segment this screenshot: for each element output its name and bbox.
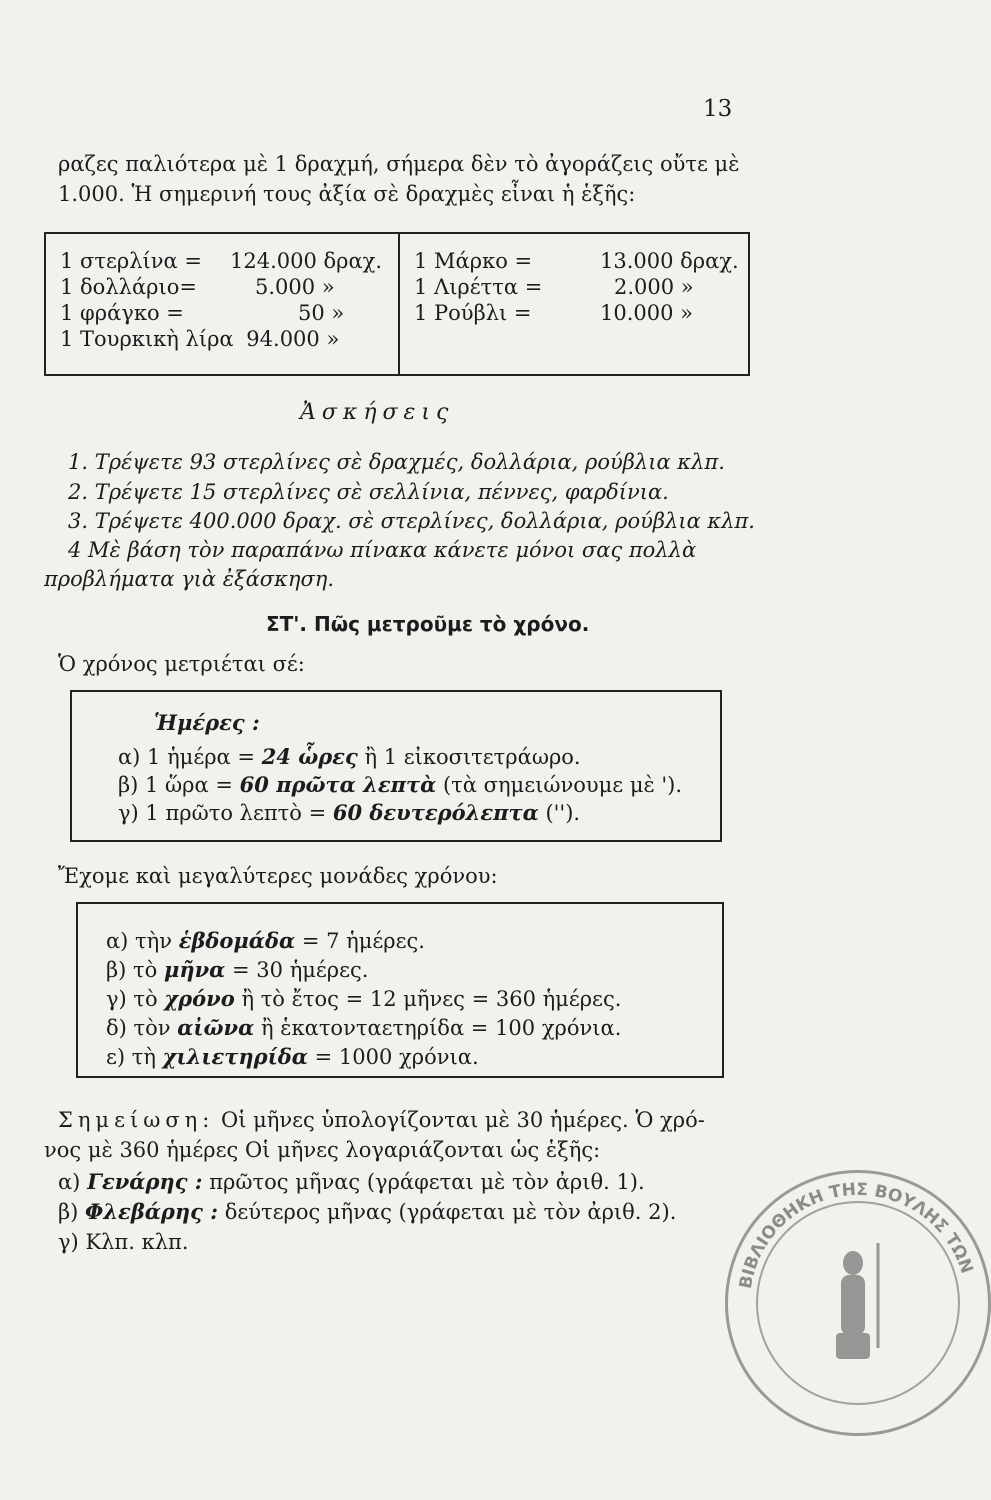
currency-name: 1 δολλάριο= bbox=[60, 275, 197, 299]
month-name: Γενάρης : bbox=[87, 1169, 203, 1194]
currency-value: 94.000 » bbox=[246, 327, 340, 351]
exercise-item: 2. Τρέψετε 15 στερλίνες σὲ σελλίνια, πέννες, φαρδίνια. bbox=[68, 480, 669, 504]
month-name: Φλεβάρης : bbox=[85, 1199, 219, 1224]
row-emphasis: αἰῶνα bbox=[177, 1015, 255, 1040]
month-item bbox=[58, 1198, 676, 1226]
row-emphasis: ἑβδομάδα bbox=[178, 928, 296, 953]
intro-line-1: ραζες παλιότερα μὲ 1 δραχμή, σήμερα δὲν τὸ ἀγοράζεις οὔτε μὲ bbox=[58, 152, 740, 176]
currency-row bbox=[60, 274, 335, 300]
section-title: ΣΤ'. Πῶς μετροῦμε τὸ χρόνο. bbox=[266, 612, 590, 636]
currency-name: 1 Ρούβλι = bbox=[414, 301, 532, 325]
section-intro: Ὁ χρόνος μετριέται σέ: bbox=[58, 652, 305, 676]
intro-line-2: 1.000. Ἡ σημερινή τους ἀξία σὲ δραχμὲς εἶναι ἡ ἑξῆς: bbox=[58, 182, 636, 206]
row-emphasis: 24 ὧρες bbox=[261, 744, 358, 769]
row-label: β) 1 ὥρα = bbox=[118, 773, 233, 797]
row-label: ε) τὴ bbox=[106, 1045, 156, 1069]
currency-row bbox=[60, 248, 383, 274]
currency-row bbox=[60, 326, 339, 352]
currency-value: 50 » bbox=[298, 301, 345, 325]
row-label: β) τὸ bbox=[106, 958, 158, 982]
stamp-graphic bbox=[728, 1173, 988, 1433]
table-divider bbox=[398, 234, 400, 374]
month-rest: Κλπ. κλπ. bbox=[85, 1230, 189, 1254]
currency-value: 2.000 » bbox=[614, 275, 694, 299]
month-label: α) bbox=[58, 1170, 81, 1194]
days-row bbox=[118, 744, 581, 770]
row-label: δ) τὸν bbox=[106, 1016, 171, 1040]
currency-value: 124.000 δραχ. bbox=[230, 249, 383, 273]
days-box bbox=[70, 690, 722, 842]
unit-row bbox=[106, 957, 368, 983]
currency-value: 10.000 » bbox=[600, 301, 694, 325]
currency-row bbox=[414, 300, 694, 326]
unit-row bbox=[106, 986, 621, 1012]
currency-name: 1 Λιρέττα = bbox=[414, 275, 543, 299]
unit-row bbox=[106, 1044, 479, 1070]
exercise-item: 1. Τρέψετε 93 στερλίνες σὲ δραχμές, δολλάρια, ρούβλια κλπ. bbox=[68, 450, 725, 474]
row-rest: ἢ ἑκατονταετηρίδα = 100 χρόνια. bbox=[260, 1016, 622, 1040]
row-rest: ἢ 1 εἰκοσιτετράωρο. bbox=[364, 745, 581, 769]
currency-name: 1 Μάρκο = bbox=[414, 249, 533, 273]
currency-name: 1 στερλίνα = bbox=[60, 249, 202, 273]
row-rest: ἢ τὸ ἔτος = 12 μῆνες = 360 ἡμέρες. bbox=[241, 987, 622, 1011]
month-rest: δεύτερος μῆνας (γράφεται μὲ τὸν ἀριθ. 2). bbox=[224, 1200, 677, 1224]
library-stamp bbox=[725, 1170, 991, 1436]
row-emphasis: χρόνο bbox=[164, 986, 235, 1011]
row-rest: (''). bbox=[545, 801, 581, 825]
bigger-units-intro: Ἔχομε καὶ μεγαλύτερες μονάδες χρόνου: bbox=[58, 864, 498, 888]
note-line-2: νος μὲ 360 ἡμέρες Οἱ μῆνες λογαριάζονται ὡς ἑξῆς: bbox=[44, 1138, 601, 1162]
currency-name: 1 φράγκο = bbox=[60, 301, 184, 325]
row-emphasis: χιλιετηρίδα bbox=[162, 1044, 308, 1069]
days-row bbox=[118, 772, 682, 798]
currency-row bbox=[414, 248, 739, 274]
row-rest: = 30 ἡμέρες. bbox=[232, 958, 369, 982]
stamp-text: ΒΙΒΛΙΟΘΗΚΗ ΤΗΣ ΒΟΥΛΗΣ ΤΩΝ bbox=[735, 1179, 977, 1291]
note-label: Σημείωση: bbox=[58, 1108, 215, 1132]
units-box bbox=[76, 902, 724, 1078]
row-rest: = 1000 χρόνια. bbox=[314, 1045, 479, 1069]
row-emphasis: 60 δευτερόλεπτα bbox=[332, 800, 539, 825]
month-rest: πρῶτος μῆνας (γράφεται μὲ τὸν ἀριθ. 1). bbox=[209, 1170, 645, 1194]
month-label: β) bbox=[58, 1200, 79, 1224]
note-line-1 bbox=[58, 1106, 705, 1134]
month-label: γ) bbox=[58, 1230, 79, 1254]
exercises-heading: Ἀσκήσεις bbox=[300, 400, 455, 425]
currency-table bbox=[44, 232, 750, 376]
row-label: α) τὴν bbox=[106, 929, 173, 953]
currency-value: 13.000 δραχ. bbox=[600, 249, 739, 273]
days-row bbox=[118, 800, 580, 826]
currency-value: 5.000 » bbox=[255, 275, 335, 299]
row-emphasis: μῆνα bbox=[163, 957, 226, 982]
row-rest: (τὰ σημειώνουμε μὲ '). bbox=[442, 773, 683, 797]
row-rest: = 7 ἡμέρες. bbox=[301, 929, 425, 953]
currency-row bbox=[60, 300, 345, 326]
exercise-item: 4 Μὲ βάση τὸν παραπάνω πίνακα κάνετε μόνοι σας πολλὰ bbox=[68, 538, 697, 562]
row-label: α) 1 ἡμέρα = bbox=[118, 745, 255, 769]
month-item bbox=[58, 1168, 645, 1196]
row-label: γ) τὸ bbox=[106, 987, 158, 1011]
days-heading: Ἡμέρες : bbox=[154, 710, 260, 735]
exercise-item: 3. Τρέψετε 400.000 δραχ. σὲ στερλίνες, δολλάρια, ρούβλια κλπ. bbox=[68, 509, 755, 533]
row-label: γ) 1 πρῶτο λεπτὸ = bbox=[118, 801, 327, 825]
month-item bbox=[58, 1228, 189, 1256]
unit-row bbox=[106, 928, 425, 954]
currency-name: 1 Τουρκικὴ λίρα bbox=[60, 327, 234, 351]
row-emphasis: 60 πρῶτα λεπτὰ bbox=[239, 772, 437, 797]
currency-row bbox=[414, 274, 694, 300]
exercise-item-continuation: προβλήματα γιὰ ἐξάσκηση. bbox=[44, 567, 335, 591]
figure-icon bbox=[836, 1243, 878, 1359]
page-number: 13 bbox=[703, 96, 733, 122]
unit-row bbox=[106, 1015, 621, 1041]
note-text: Οἱ μῆνες ὑπολογίζονται μὲ 30 ἡμέρες. Ὁ χρό- bbox=[221, 1108, 705, 1132]
